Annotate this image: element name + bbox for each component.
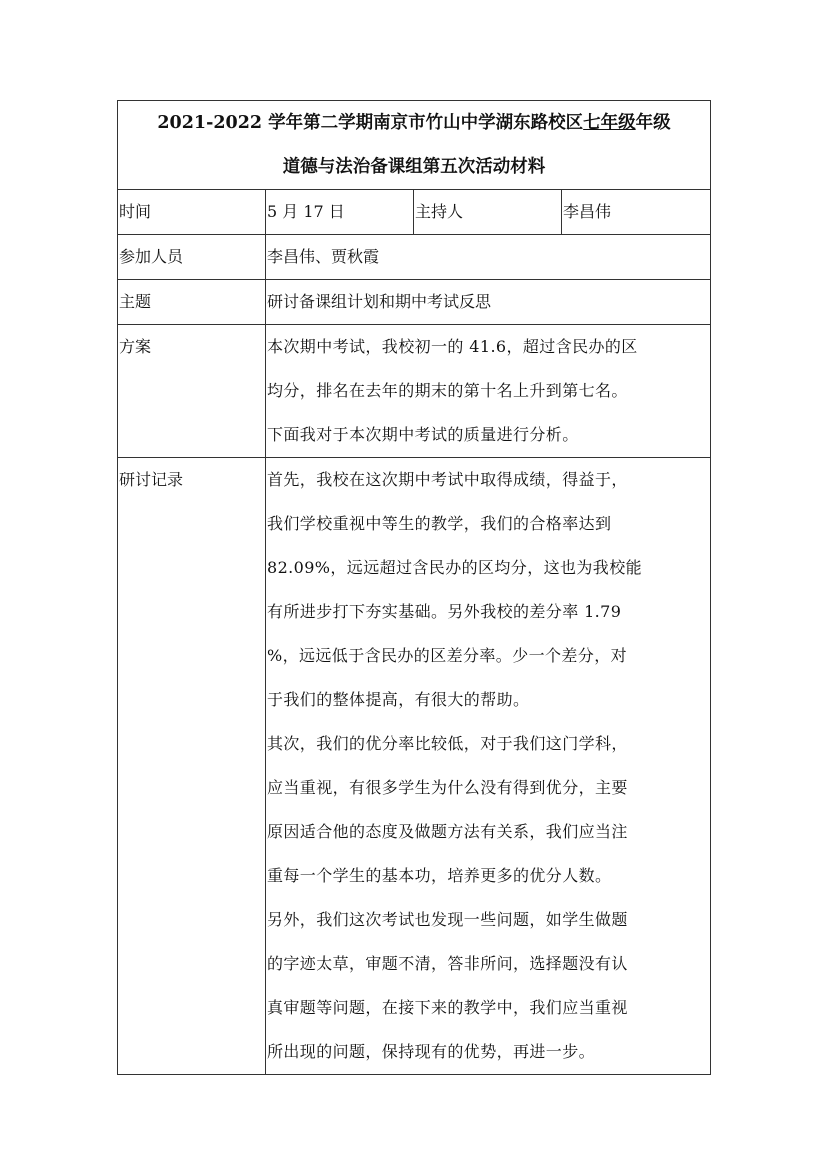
- time-value: 5 月 17 日: [266, 190, 414, 235]
- record-paragraph-1: 首先，我校在这次期中考试中取得成绩，得益于， 我们学校重视中等生的教学，我们的合格率达到 82.09%，远远超过含民办的区均分，这也为我校能 有所进步打下夯实基础。另外我校的差分率 1.79 %，远远低于含民办的区差分率。少一个差分，对 于我们的整体提高，有很大的帮助。: [267, 470, 643, 709]
- participants-value: 李昌伟、贾秋霞: [266, 235, 711, 280]
- participants-label: 参加人员: [118, 235, 266, 280]
- time-label: 时间: [118, 190, 266, 235]
- plan-label: 方案: [118, 325, 266, 458]
- record-paragraph-2: 其次，我们的优分率比较低，对于我们这门学科， 应当重视，有很多学生为什么没有得到优分，主要 原因适合他的态度及做题方法有关系，我们应当注 重每一个学生的基本功，培养更多的优分人数。: [267, 734, 628, 885]
- participants-row: [118, 235, 711, 280]
- plan-row: [118, 325, 711, 458]
- topic-value: 研讨备课组计划和期中考试反思: [266, 280, 711, 325]
- topic-label: 主题: [118, 280, 266, 325]
- title-line-2: 道德与法治备课组第五次活动材料: [282, 157, 546, 177]
- record-row: [118, 458, 711, 1075]
- title-line-1: [118, 101, 710, 145]
- plan-cell: [266, 325, 711, 458]
- activity-table: [117, 100, 711, 1075]
- host-value: 李昌伟: [562, 190, 711, 235]
- time-row: [118, 190, 711, 235]
- topic-row: [118, 280, 711, 325]
- title-row: [118, 101, 711, 190]
- title-grade: 七年级: [583, 113, 636, 133]
- title-suffix: 年级: [635, 113, 671, 133]
- host-label: 主持人: [414, 190, 562, 235]
- plan-text: 本次期中考试，我校初一的 41.6，超过含民办的区 均分，排名在去年的期末的第十名上升到第七名。 下面我对于本次期中考试的质量进行分析。: [267, 337, 638, 444]
- record-cell: [266, 458, 711, 1075]
- title-prefix: 2021-2022 学年第二学期南京市竹山中学湖东路校区: [157, 113, 584, 133]
- record-label: 研讨记录: [118, 458, 266, 1075]
- title-cell: [118, 101, 711, 190]
- record-paragraph-3: 另外，我们这次考试也发现一些问题，如学生做题 的字迹太草，审题不清，答非所问，选择题没有认 真审题等问题，在接下来的教学中，我们应当重视 所出现的问题，保持现有的优势，再进一步。: [267, 910, 628, 1061]
